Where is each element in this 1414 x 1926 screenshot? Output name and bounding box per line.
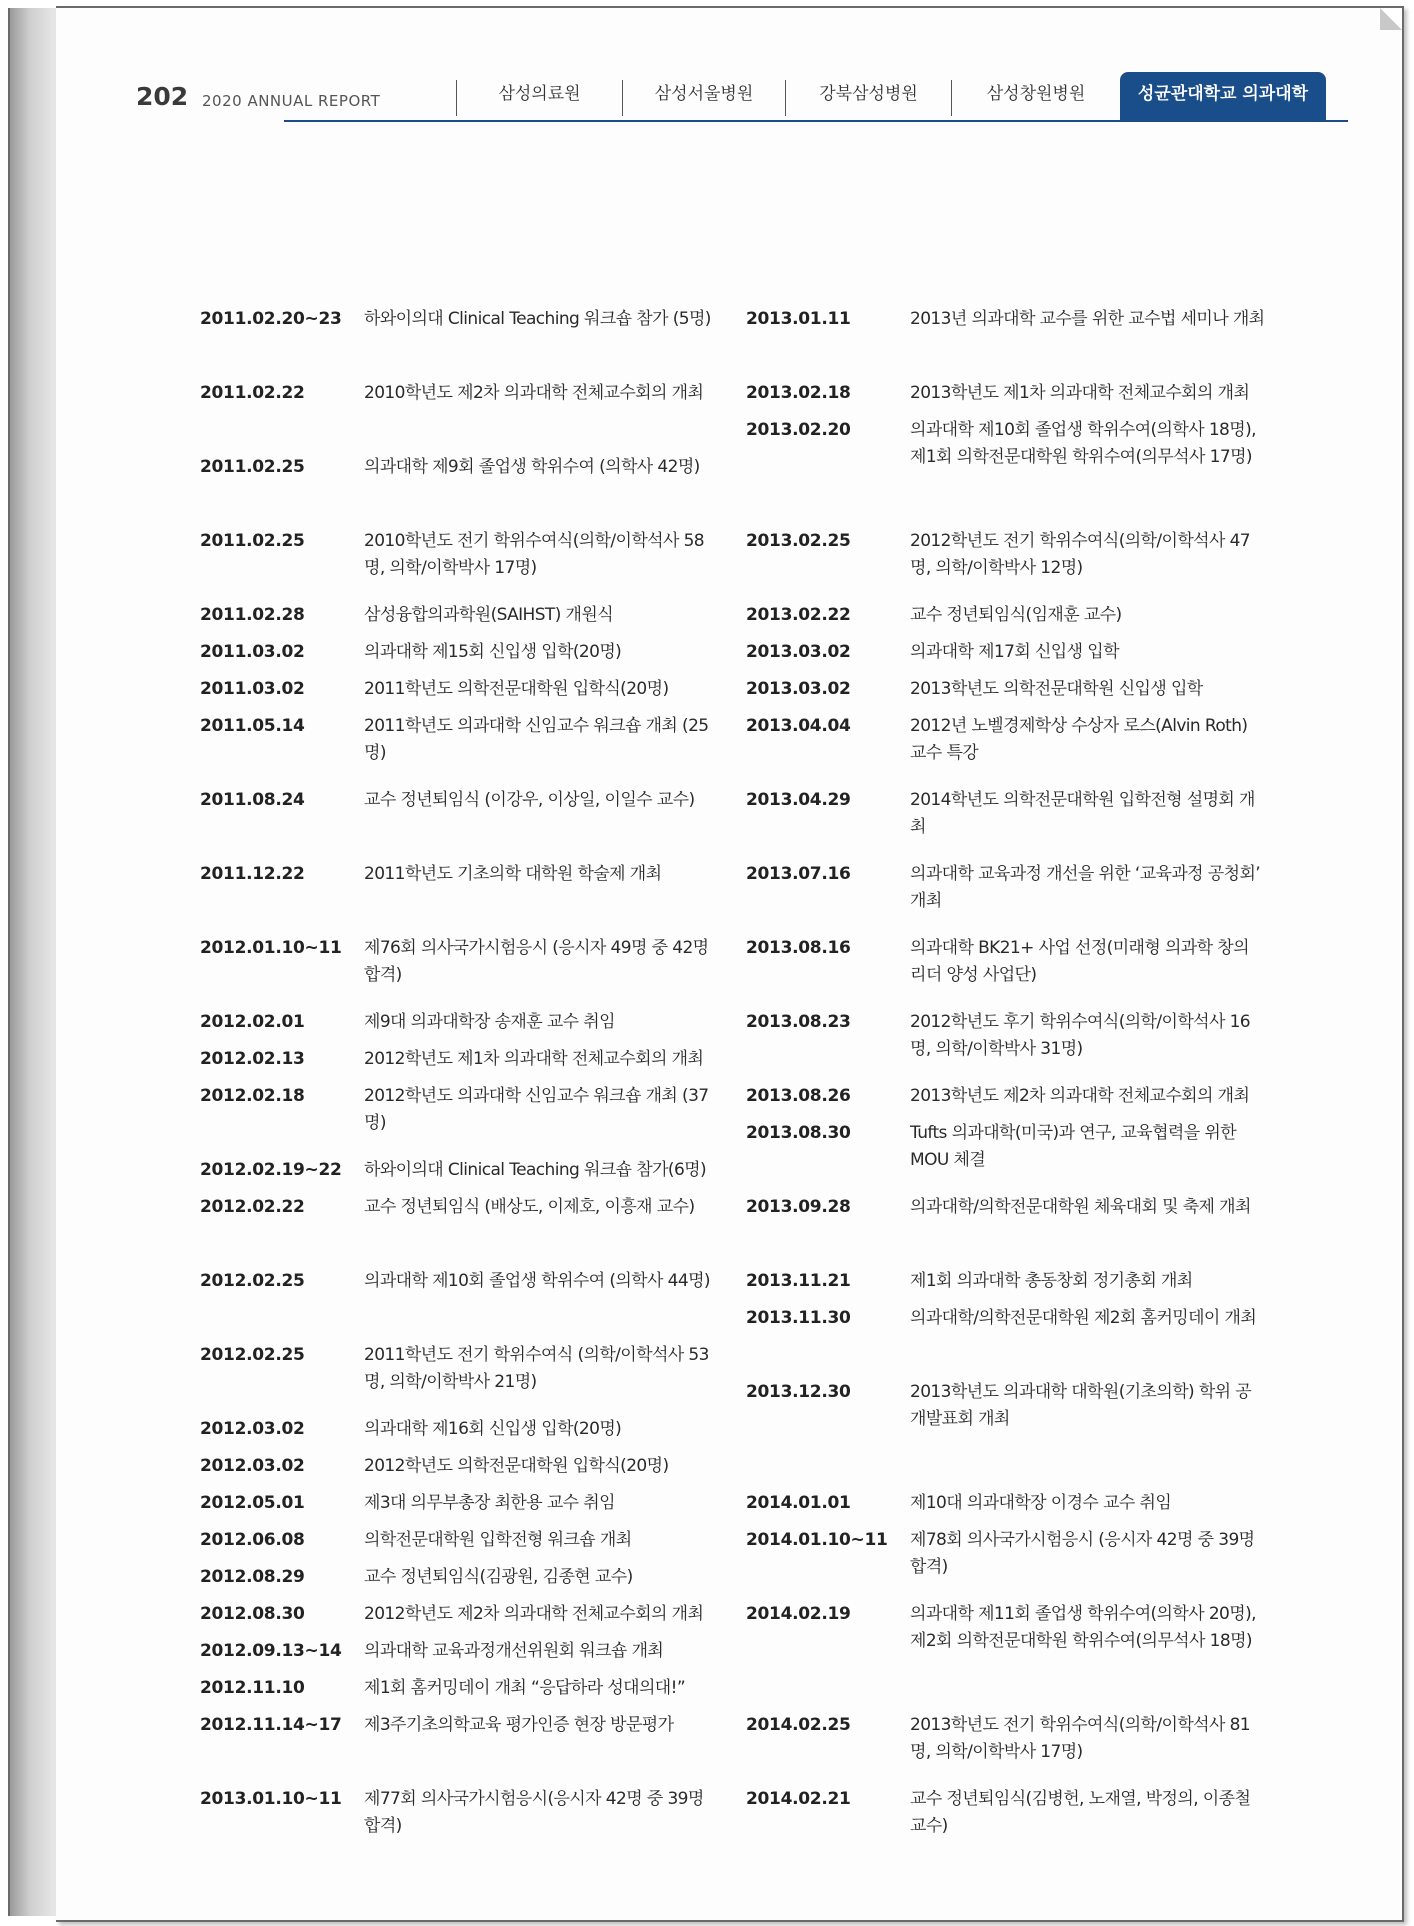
entry-description: 제1회 의과대학 총동창회 정기총회 개최: [910, 1271, 1193, 1291]
entry-date: 2011.02.28: [200, 605, 305, 625]
entry-date: 2012.05.01: [200, 1493, 305, 1513]
entry-date: 2011.02.22: [200, 383, 305, 403]
entry-description: 의과대학 제15회 신입생 입학(20명): [364, 642, 622, 662]
entry-description: 교수 정년퇴임식 (이강우, 이상일, 이일수 교수): [364, 790, 695, 810]
entry-date: 2012.11.10: [200, 1678, 305, 1698]
entry-date: 2013.11.21: [746, 1271, 851, 1291]
entry-description: 삼성융합의과학원(SAIHST) 개원식: [364, 605, 614, 625]
entry-date: 2013.09.28: [746, 1197, 851, 1217]
book-spine-shadow: [8, 8, 60, 1916]
entry-date: 2012.08.29: [200, 1567, 305, 1587]
document-page: [56, 6, 1404, 1922]
entry-description: 의과대학/의학전문대학원 제2회 홈커밍데이 개최: [910, 1308, 1257, 1328]
entry-description: 의과대학 제10회 졸업생 학위수여 (의학사 44명): [364, 1271, 710, 1291]
entry-description: 의학전문대학원 입학전형 워크숍 개최: [364, 1530, 632, 1550]
entry-date: 2011.03.02: [200, 642, 305, 662]
entry-description: 제1회 홈커밍데이 개최 “응답하라 성대의대!”: [364, 1678, 686, 1698]
entry-description: 2013년 의과대학 교수를 위한 교수법 세미나 개최: [910, 309, 1265, 329]
entry-date: 2013.03.02: [746, 642, 851, 662]
entry-date: 2012.02.22: [200, 1197, 305, 1217]
entry-date: 2012.08.30: [200, 1604, 305, 1624]
entry-description: 교수 정년퇴임식(임재훈 교수): [910, 605, 1122, 625]
entry-description: 2012학년도 제1차 의과대학 전체교수회의 개최: [364, 1049, 704, 1069]
entry-date: 2013.01.11: [746, 309, 851, 329]
entry-description: 2011학년도 전기 학위수여식 (의학/이학석사 53명, 의학/이학박사 21명): [364, 1345, 709, 1392]
entry-description: 의과대학 제17회 신입생 입학: [910, 642, 1119, 662]
tab-samsung-medical-center[interactable]: 삼성의료원: [498, 84, 581, 104]
entry-description: 제76회 의사국가시험응시 (응시자 49명 중 42명 합격): [364, 938, 709, 985]
entry-description: 교수 정년퇴임식(김광원, 김종현 교수): [364, 1567, 633, 1587]
entry-date: 2013.04.04: [746, 716, 851, 736]
entry-date: 2012.02.13: [200, 1049, 305, 1069]
entry-description: 2012학년도 의과대학 신임교수 워크숍 개최 (37명): [364, 1086, 709, 1133]
entry-description: 2012학년도 후기 학위수여식(의학/이학석사 16명, 의학/이학박사 31명): [910, 1012, 1251, 1059]
entry-date: 2013.02.22: [746, 605, 851, 625]
tab-samsung-changwon-hospital[interactable]: 삼성창원병원: [986, 84, 1086, 104]
entry-description: 2012학년도 제2차 의과대학 전체교수회의 개최: [364, 1604, 704, 1624]
entry-description: 제9대 의과대학장 송재훈 교수 취임: [364, 1012, 615, 1032]
tab-kangbuk-samsung-hospital[interactable]: 강북삼성병원: [819, 84, 918, 104]
entry-description: 2010학년도 제2차 의과대학 전체교수회의 개최: [364, 383, 704, 403]
entry-description: 제3주기초의학교육 평가인증 현장 방문평가: [364, 1715, 674, 1735]
entry-description: 2013학년도 전기 학위수여식(의학/이학석사 81명, 의학/이학박사 17명): [910, 1715, 1251, 1762]
entry-description: 2011학년도 의과대학 신임교수 워크숍 개최 (25명): [364, 716, 709, 763]
entry-date: 2013.08.23: [746, 1012, 851, 1032]
entry-date: 2013.01.10~11: [200, 1789, 342, 1809]
entry-description: 교수 정년퇴임식(김병헌, 노재열, 박정의, 이종철 교수): [910, 1789, 1251, 1836]
entry-description: 의과대학 제11회 졸업생 학위수여(의학사 20명), 제2회 의학전문대학원 학위수여(의무석사 18명): [910, 1604, 1256, 1651]
entry-description: 하와이의대 Clinical Teaching 워크숍 참가(6명): [364, 1160, 707, 1180]
entry-description: 의과대학 제16회 신입생 입학(20명): [364, 1419, 622, 1439]
entry-description: 2013학년도 제1차 의과대학 전체교수회의 개최: [910, 383, 1250, 403]
entry-description: 교수 정년퇴임식 (배상도, 이제호, 이흥재 교수): [364, 1197, 695, 1217]
entry-date: 2013.11.30: [746, 1308, 851, 1328]
entry-date: 2014.01.01: [746, 1493, 851, 1513]
entry-description: 2011학년도 기초의학 대학원 학술제 개최: [364, 864, 662, 884]
entry-date: 2014.02.19: [746, 1604, 851, 1624]
entry-date: 2013.12.30: [746, 1382, 851, 1402]
entry-date: 2013.02.18: [746, 383, 851, 403]
entry-description: 의과대학 교육과정 개선을 위한 ‘교육과정 공청회’ 개최: [910, 864, 1261, 911]
entry-date: 2012.01.10~11: [200, 938, 342, 958]
entry-date: 2012.02.01: [200, 1012, 305, 1032]
entry-date: 2011.02.25: [200, 531, 305, 551]
entry-description: 제3대 의무부총장 최한용 교수 취임: [364, 1493, 615, 1513]
entry-description: Tufts 의과대학(미국)과 연구, 교육협력을 위한 MOU 체결: [910, 1123, 1237, 1170]
entry-date: 2012.02.19~22: [200, 1160, 342, 1180]
tab-skku-medical-school[interactable]: 성균관대학교 의과대학: [1120, 72, 1326, 120]
entry-date: 2012.06.08: [200, 1530, 305, 1550]
entry-date: 2012.02.25: [200, 1345, 305, 1365]
entry-description: 2013학년도 제2차 의과대학 전체교수회의 개최: [910, 1086, 1250, 1106]
entry-description: 2013학년도 의학전문대학원 신입생 입학: [910, 679, 1203, 699]
entry-description: 의과대학/의학전문대학원 체육대회 및 축제 개최: [910, 1197, 1251, 1217]
entry-description: 의과대학 교육과정개선위원회 워크숍 개최: [364, 1641, 664, 1661]
entry-date: 2012.03.02: [200, 1419, 305, 1439]
section-tabs: [456, 72, 1326, 122]
report-title: 2020 ANNUAL REPORT: [202, 92, 381, 110]
entry-date: 2011.02.20~23: [200, 309, 342, 329]
entry-date: 2012.03.02: [200, 1456, 305, 1476]
entry-date: 2012.02.25: [200, 1271, 305, 1291]
entry-description: 제10대 의과대학장 이경수 교수 취임: [910, 1493, 1172, 1513]
entry-date: 2013.04.29: [746, 790, 851, 810]
entry-description: 의과대학 제10회 졸업생 학위수여(의학사 18명), 제1회 의학전문대학원 학위수여(의무석사 17명): [910, 420, 1256, 467]
tab-samsung-seoul-hospital[interactable]: 삼성서울병원: [654, 84, 754, 104]
entry-description: 2012년 노벨경제학상 수상자 로스(Alvin Roth) 교수 특강: [910, 716, 1248, 763]
entry-date: 2013.08.16: [746, 938, 851, 958]
entry-date: 2013.03.02: [746, 679, 851, 699]
page-number: 202: [136, 82, 189, 111]
entry-date: 2012.11.14~17: [200, 1715, 342, 1735]
entry-date: 2013.08.30: [746, 1123, 851, 1143]
entry-description: 제78회 의사국가시험응시 (응시자 42명 중 39명 합격): [910, 1530, 1255, 1577]
entry-date: 2011.03.02: [200, 679, 305, 699]
entry-description: 2013학년도 의과대학 대학원(기초의학) 학위 공개발표회 개최: [910, 1382, 1252, 1429]
entry-date: 2011.08.24: [200, 790, 305, 810]
entry-description: 2010학년도 전기 학위수여식(의학/이학석사 58명, 의학/이학박사 17명): [364, 531, 705, 578]
entry-description: 하와이의대 Clinical Teaching 워크숍 참가 (5명): [364, 309, 711, 329]
entry-date: 2013.02.20: [746, 420, 851, 440]
entry-date: 2012.09.13~14: [200, 1641, 342, 1661]
entry-date: 2011.05.14: [200, 716, 305, 736]
entry-date: 2013.08.26: [746, 1086, 851, 1106]
entry-description: 2011학년도 의학전문대학원 입학식(20명): [364, 679, 669, 699]
entry-date: 2011.12.22: [200, 864, 305, 884]
entry-date: 2013.02.25: [746, 531, 851, 551]
entry-date: 2013.07.16: [746, 864, 851, 884]
entry-date: 2014.02.25: [746, 1715, 851, 1735]
entry-date: 2014.01.10~11: [746, 1530, 888, 1550]
entry-description: 2014학년도 의학전문대학원 입학전형 설명회 개최: [910, 790, 1255, 837]
entry-description: 2012학년도 전기 학위수여식(의학/이학석사 47명, 의학/이학박사 12명): [910, 531, 1251, 578]
entry-description: 의과대학 제9회 졸업생 학위수여 (의학사 42명): [364, 457, 700, 477]
entry-date: 2012.02.18: [200, 1086, 305, 1106]
entry-date: 2014.02.21: [746, 1789, 851, 1809]
page-header: [136, 72, 1336, 128]
entry-description: 의과대학 BK21+ 사업 선정(미래형 의과학 창의 리더 양성 사업단): [910, 938, 1249, 985]
entry-description: 제77회 의사국가시험응시(응시자 42명 중 39명 합격): [364, 1789, 704, 1836]
page-corner-fold: [1380, 8, 1402, 30]
entry-date: 2011.02.25: [200, 457, 305, 477]
entry-description: 2012학년도 의학전문대학원 입학식(20명): [364, 1456, 669, 1476]
